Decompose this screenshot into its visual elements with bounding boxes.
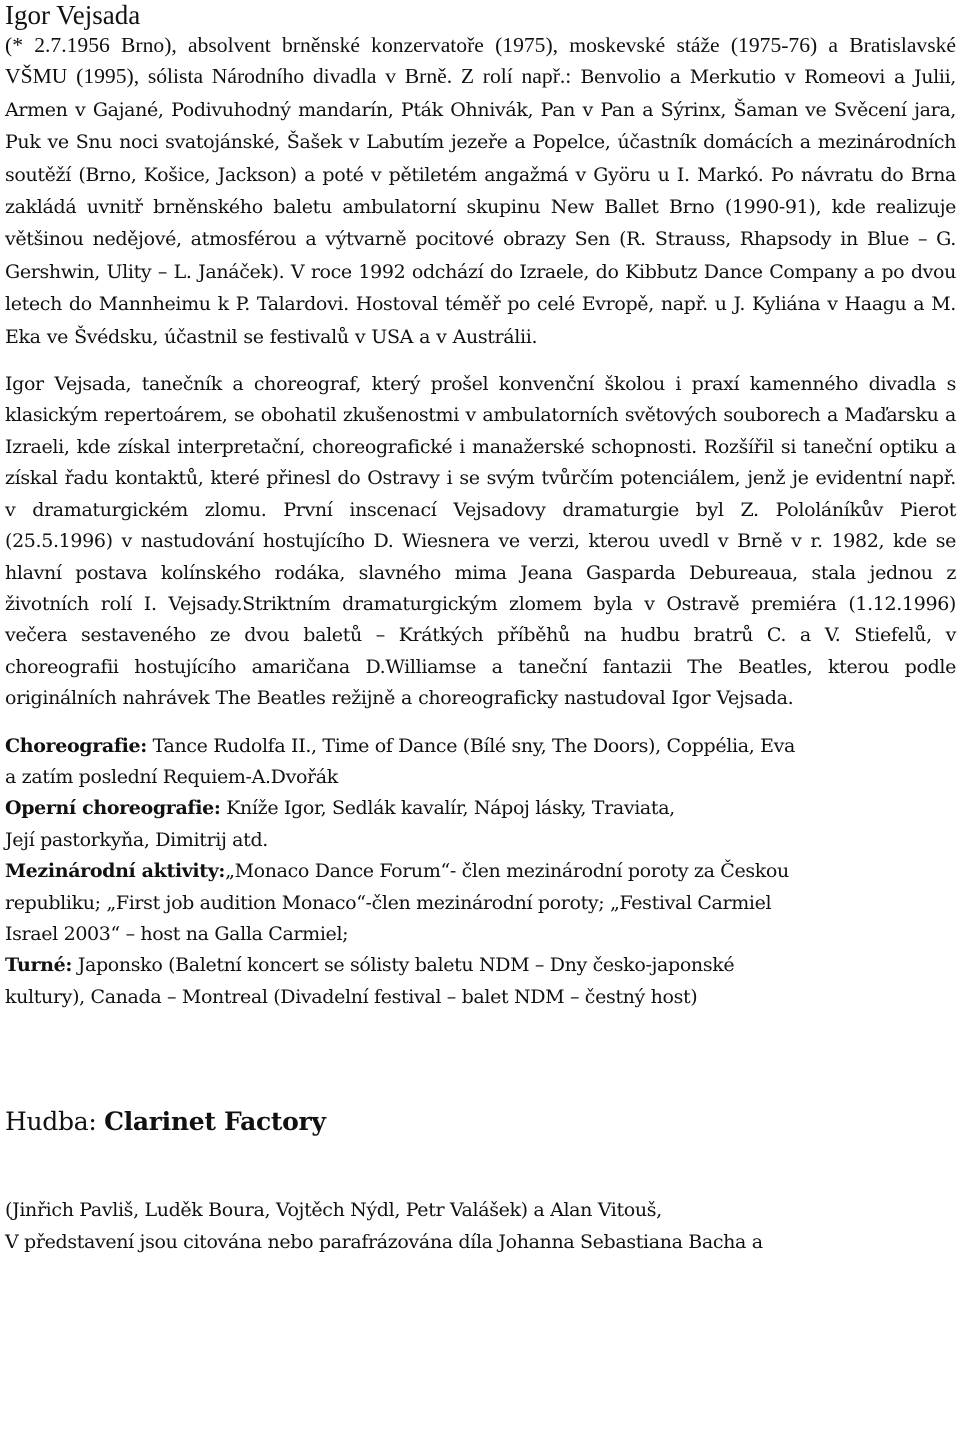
tour-line-1 bbox=[5, 950, 956, 981]
international-activities-text: „Monaco Dance Forum“- člen mezinárodní poroty za Českou bbox=[225, 860, 789, 883]
opera-choreography-line-2: Její pastorkyňa, Dimitrij atd. bbox=[5, 828, 268, 851]
international-activities-line-2: republiku; „First job audition Monaco“-člen mezinárodní poroty; „Festival Carmiel bbox=[5, 891, 772, 914]
musicians-line: (Jinřich Pavliš, Luděk Boura, Vojtěch Nýdl, Petr Valášek) a Alan Vitouš, bbox=[5, 1199, 662, 1222]
opera-choreography-text: Kníže Igor, Sedlák kavalír, Nápoj lásky, Traviata, bbox=[220, 797, 675, 820]
international-activities-label: Mezinárodní aktivity: bbox=[5, 860, 226, 883]
biography-roles: Benvolio a Merkutio v Romeovi a Julii, Armen v Gajané, Podivuhodný mandarín, Pták Ohnivák, Pan v Pan a Sýrinx, Šaman ve Svěcení jara, Puk ve Snu noci svatojánské, Šašek v Labutím jezeře a Popelce, účastník domácích a mezinárodních soutěží (Brno, Košice, Jackson) a poté v pětiletém angažmá v Györu u I. Markó. Po návratu do Brna zakládá uvnitř brněnského baletu ambulatorní skupinu New Ballet Brno (1990-91), kde realizuje většinou nedějové, atmosférou a výtvarně pocitové obrazy Sen (R. Strauss, Rhapsody in Blue – G. Gershwin, Ulity – L. Janáček). V roce 1992 odchází do Izraele, do Kibbutz Dance Company a po dvou letech do Mannheimu k P. Talardovi. Hostoval téměř po celé Evropě, např. u J. Kyliána v Haagu a M. Eka ve Švédsku, účastnil se festivalů v USA a v Austrálii. bbox=[5, 66, 956, 348]
tour-label: Turné: bbox=[5, 954, 73, 977]
choreography-line-2: a zatím poslední Requiem-A.Dvořák bbox=[5, 765, 338, 788]
credits-section bbox=[5, 731, 956, 1014]
international-activities-line-3: Israel 2003“ – host na Galla Carmiel; bbox=[5, 922, 349, 945]
choreography-text: Tance Rudolfa II., Time of Dance (Bílé sny, The Doors), Coppélia, Eva bbox=[146, 734, 795, 757]
biography-intro: (* 2.7.1956 Brno), absolvent brněnské konzervatoře (1975), moskevské stáže (1975-76) a Bratislavské VŠMU (1995), sólista Národního divadla v Brně. Z rolí např.: bbox=[5, 33, 956, 89]
document-page bbox=[5, 0, 956, 1258]
career-paragraph: Igor Vejsada, tanečník a choreograf, který prošel konvenční školou i praxí kamenného divadla s klasickým repertoárem, se obohatil zkušenostmi v ambulatorních světových souborech a Maďarsku a Izraeli, kde získal interpretační, choreografické i manažerské schopnosti. Rozšířil si taneční optiku a získal řadu kontaktů, které přinesl do Ostravy i se svým tvůrčím potenciálem, jenž je evidentní např. v dramaturgickém zlomu. První inscenací Vejsadovy dramaturgie byl Z. Pololáníkův Pierot (25.5.1996) v nastudování hostujícího D. Wiesnera ve verzi, kterou uvedl v Brně v r. 1982, kde se hlavní postava kolínského rodáka, slavného mima Jeana Gasparda Debureaua, stala jednou z životních rolí I. Vejsady.Striktním dramaturgickým zlomem byla v Ostravě premiéra (1.12.1996) večera sestaveného ze dvou baletů – Krátkých příběhů na hudbu bratrů C. a V. Stiefelů, v choreografii hostujícího amaričana D.Williamse a taneční fantazii The Beatles, kterou podle originálních nahrávek The Beatles režijně a choreograficky nastudoval Igor Vejsada. bbox=[5, 373, 956, 710]
choreography-line-1 bbox=[5, 731, 956, 762]
music-name: Clarinet Factory bbox=[104, 1107, 326, 1137]
biography-paragraph bbox=[5, 30, 956, 353]
tour-text: Japonsko (Baletní koncert se sólisty baletu NDM – Dny česko-japonské bbox=[72, 954, 735, 977]
page-title: Igor Vejsada bbox=[5, 0, 141, 30]
opera-choreography-label: Operní choreografie: bbox=[5, 797, 221, 820]
music-heading bbox=[5, 1107, 956, 1137]
choreography-label: Choreografie: bbox=[5, 734, 147, 757]
international-activities-line-1 bbox=[5, 856, 956, 887]
music-details bbox=[5, 1195, 956, 1258]
music-label: Hudba: bbox=[5, 1107, 105, 1137]
quoted-works-line: V představení jsou citována nebo parafrázována díla Johanna Sebastiana Bacha a bbox=[5, 1230, 763, 1253]
tour-line-2: kultury), Canada – Montreal (Divadelní festival – balet NDM – čestný host) bbox=[5, 985, 698, 1008]
opera-choreography-line-1 bbox=[5, 793, 956, 824]
